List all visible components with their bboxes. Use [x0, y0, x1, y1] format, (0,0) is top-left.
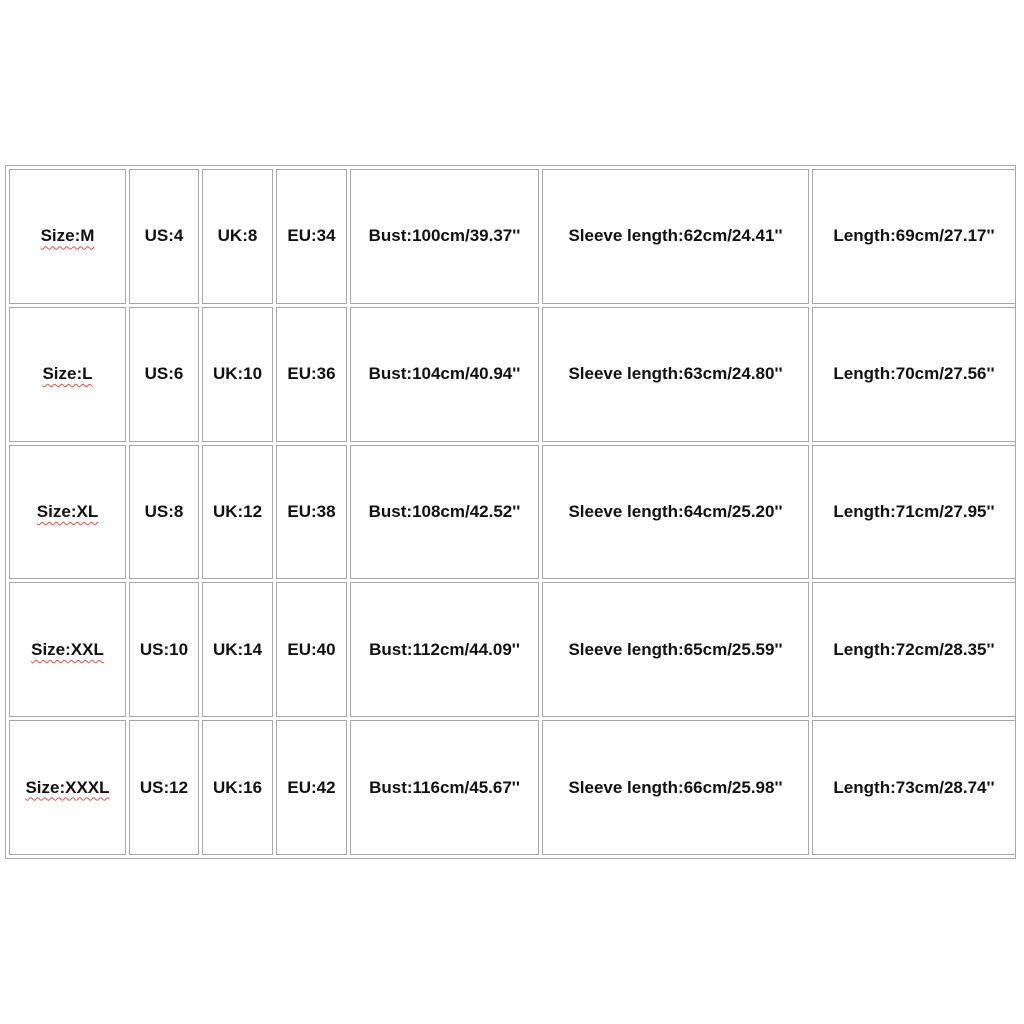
sleeve-length-cell: Sleeve length:64cm/25.20'': [542, 445, 809, 580]
eu-size-cell: EU:42: [276, 720, 347, 855]
uk-size-cell: UK:8: [202, 169, 273, 304]
size-cell: [9, 582, 126, 717]
us-size-cell: US:6: [129, 307, 199, 442]
uk-size-cell: UK:14: [202, 582, 273, 717]
size-cell: [9, 720, 126, 855]
sleeve-length-cell: Sleeve length:65cm/25.59'': [542, 582, 809, 717]
sleeve-length-cell: Sleeve length:63cm/24.80'': [542, 307, 809, 442]
table-row: [9, 445, 1016, 580]
eu-size-cell: EU:38: [276, 445, 347, 580]
length-cell: Length:72cm/28.35'': [812, 582, 1016, 717]
sleeve-length-cell: Sleeve length:66cm/25.98'': [542, 720, 809, 855]
bust-cell: Bust:112cm/44.09'': [350, 582, 539, 717]
length-cell: Length:71cm/27.95'': [812, 445, 1016, 580]
sleeve-length-cell: Sleeve length:62cm/24.41'': [542, 169, 809, 304]
us-size-cell: US:12: [129, 720, 199, 855]
us-size-cell: US:4: [129, 169, 199, 304]
size-cell: [9, 307, 126, 442]
length-cell: Length:70cm/27.56'': [812, 307, 1016, 442]
bust-cell: Bust:116cm/45.67'': [350, 720, 539, 855]
uk-size-cell: UK:10: [202, 307, 273, 442]
table-row: [9, 720, 1016, 855]
size-cell: [9, 169, 126, 304]
table-row: [9, 307, 1016, 442]
us-size-cell: US:8: [129, 445, 199, 580]
size-label: Size:XXL: [31, 639, 104, 659]
size-label: Size:XXXL: [25, 777, 110, 797]
uk-size-cell: UK:16: [202, 720, 273, 855]
length-cell: Length:69cm/27.17'': [812, 169, 1016, 304]
size-chart-grid: [6, 166, 1019, 858]
size-label: Size:XL: [36, 501, 99, 521]
us-size-cell: US:10: [129, 582, 199, 717]
eu-size-cell: EU:34: [276, 169, 347, 304]
uk-size-cell: UK:12: [202, 445, 273, 580]
size-label: Size:M: [40, 226, 95, 246]
bust-cell: Bust:100cm/39.37'': [350, 169, 539, 304]
length-cell: Length:73cm/28.74'': [812, 720, 1016, 855]
bust-cell: Bust:104cm/40.94'': [350, 307, 539, 442]
eu-size-cell: EU:40: [276, 582, 347, 717]
bust-cell: Bust:108cm/42.52'': [350, 445, 539, 580]
size-cell: [9, 445, 126, 580]
table-row: [9, 582, 1016, 717]
table-row: [9, 169, 1016, 304]
eu-size-cell: EU:36: [276, 307, 347, 442]
size-chart-table: [5, 165, 1016, 859]
size-label: Size:L: [42, 364, 93, 384]
